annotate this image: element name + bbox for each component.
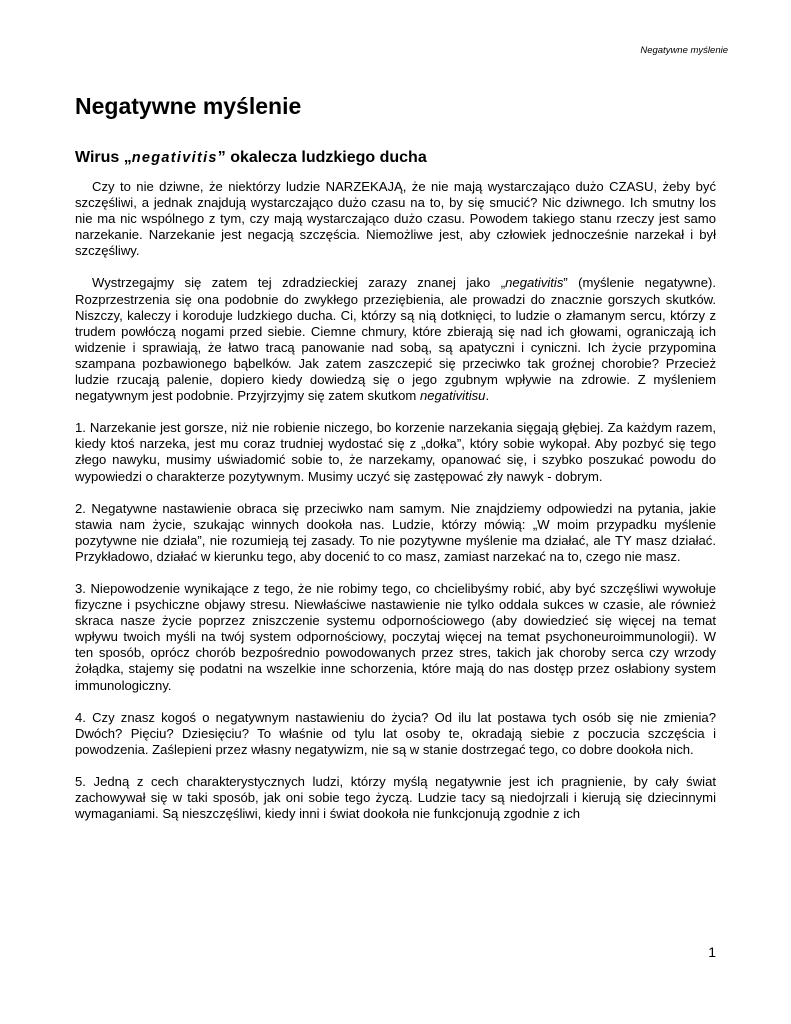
section-heading [75, 148, 716, 168]
paragraph-emphasis: negativitis [505, 275, 564, 291]
page-title: Negatywne myślenie [75, 93, 302, 119]
section-heading-suffix: ” okalecza ludzkiego ducha [217, 149, 427, 166]
numbered-point: 5. Jedną z cech charakterystycznych ludzi, którzy myślą negatywnie jest ich pragnienie, by cały świat zachowywał się w taki sposób, jak oni sobie tego życzą. Ludzie tacy są niedojrzali i kierują się dziecinnymi wymaganiami. Są nieszczęśliwi, kiedy inni i świat dookoła nie funkcjonują zgodnie z ich [75, 773, 716, 822]
page-number: 1 [708, 944, 716, 960]
running-header: Negatywne myślenie [640, 45, 728, 56]
negativitis-paragraph [75, 275, 716, 404]
intro-paragraph: Czy to nie dziwne, że niektórzy ludzie NARZEKAJĄ, że nie mają wystarczająco dużo CZASU, żeby być szczęśliwi, a jednak znajdują wystarczająco dużo czasu na to, by się smucić? Nic dziwnego. Ich smutny los nie ma nic wspólnego z tym, czy mają wystarczająco dużo czasu. Powodem takiego stanu rzeczy jest samo narzekanie. Narzekanie jest negacją szczęścia. Niemożliwe jest, aby człowiek jednocześnie narzekał i był szczęśliwy. [75, 179, 716, 259]
document-body [75, 90, 716, 822]
paragraph-text: . [485, 388, 490, 404]
paragraph-text: ” (myślenie negatywne). Rozprzestrzenia się ona podobnie do zwykłego przeziębienia, ale prowadzi do znacznie gorszych skutków. Niszczy, kaleczy i koroduje ludzkiego ducha. Ci, którzy są nią dotknięci, to ludzie o złamanym sercu, którzy z trudem powłóczą nogami przed siebie. Ciemne chmury, które zbierają się nad ich głowami, ograniczają ich widzenie i sprawiają, że łatwo tracą panowanie nad sobą, są apatyczni i cyniczni. Ich życie przypomina szampana pozbawionego bąbelków. Jak zatem zaszczepić się przeciwko tak groźnej chorobie? Przecież ludzie rzucają palenie, dopiero kiedy dowiedzą się o jego zgubnym wpływie na zdrowie. Z myśleniem negatywnym jest podobnie. Przyjrzyjmy się zatem skutkom [75, 275, 716, 404]
numbered-point: 1. Narzekanie jest gorsze, niż nie robienie niczego, bo korzenie narzekania sięgają głębiej. Za każdym razem, kiedy ktoś narzeka, jest mu coraz trudniej wydostać się z „dołka”, który sobie wykopał. Aby pozbyć się tego złego nawyku, musimy uświadomić sobie to, że narzekamy, opanować się, i szybko poszukać powodu do wypowiedzi o charakterze pozytywnym. Musimy uczyć się zastępować zły nawyk - dobrym. [75, 420, 716, 484]
numbered-point: 2. Negatywne nastawienie obraca się przeciwko nam samym. Nie znajdziemy odpowiedzi na pytania, jakie stawia nam życie, szukając winnych dookoła nas. Ludzie, którzy mówią: „W moim przypadku myślenie pozytywne nie działa”, nie rozumieją tej zasady. To nie pozytywne myślenie ma działać, ale TY masz działać. Przykładowo, działać w kierunku tego, aby docenić to co masz, zamiast narzekać na to, czego nie masz. [75, 500, 716, 564]
paragraph-emphasis: negativitisu [419, 388, 486, 404]
numbered-point: 4. Czy znasz kogoś o negatywnym nastawieniu do życia? Od ilu lat postawa tych osób się nie zmienia? Dwóch? Pięciu? Dziesięciu? To właśnie od tylu lat osoby te, okradają siebie z poczucia szczęścia i powodzenia. Zaślepieni przez własny negatywizm, nie są w stanie dostrzegać tego, co dobre dookoła nich. [75, 709, 716, 757]
paragraph-text: Wystrzegajmy się zatem tej zdradzieckiej zarazy znanej jako „ [92, 275, 506, 291]
section-heading-emphasis: negativitis [131, 150, 218, 166]
section-heading-prefix: Wirus „ [75, 149, 132, 166]
numbered-point: 3. Niepowodzenie wynikające z tego, że nie robimy tego, co chcielibyśmy robić, aby być szczęśliwi wywołuje fizyczne i psychiczne objawy stresu. Niewłaściwe nastawienie nie tylko oddala sukces w czasie, ale również skraca nasze życie poprzez zniszczenie systemu odpornościowego (aby dowiedzieć się więcej na temat wpływu twoich myśli na twój system odpornościowy, poczytaj więcej na temat psychoneuroimmunologii). W ten sposób, oprócz chorób bezpośrednio powodowanych przez stres, takich jak choroby serca czy wrzody żołądka, stajemy się podatni na wszelkie inne schorzenia, które mają do nas dostęp przez osłabiony system immunologiczny. [75, 580, 716, 693]
